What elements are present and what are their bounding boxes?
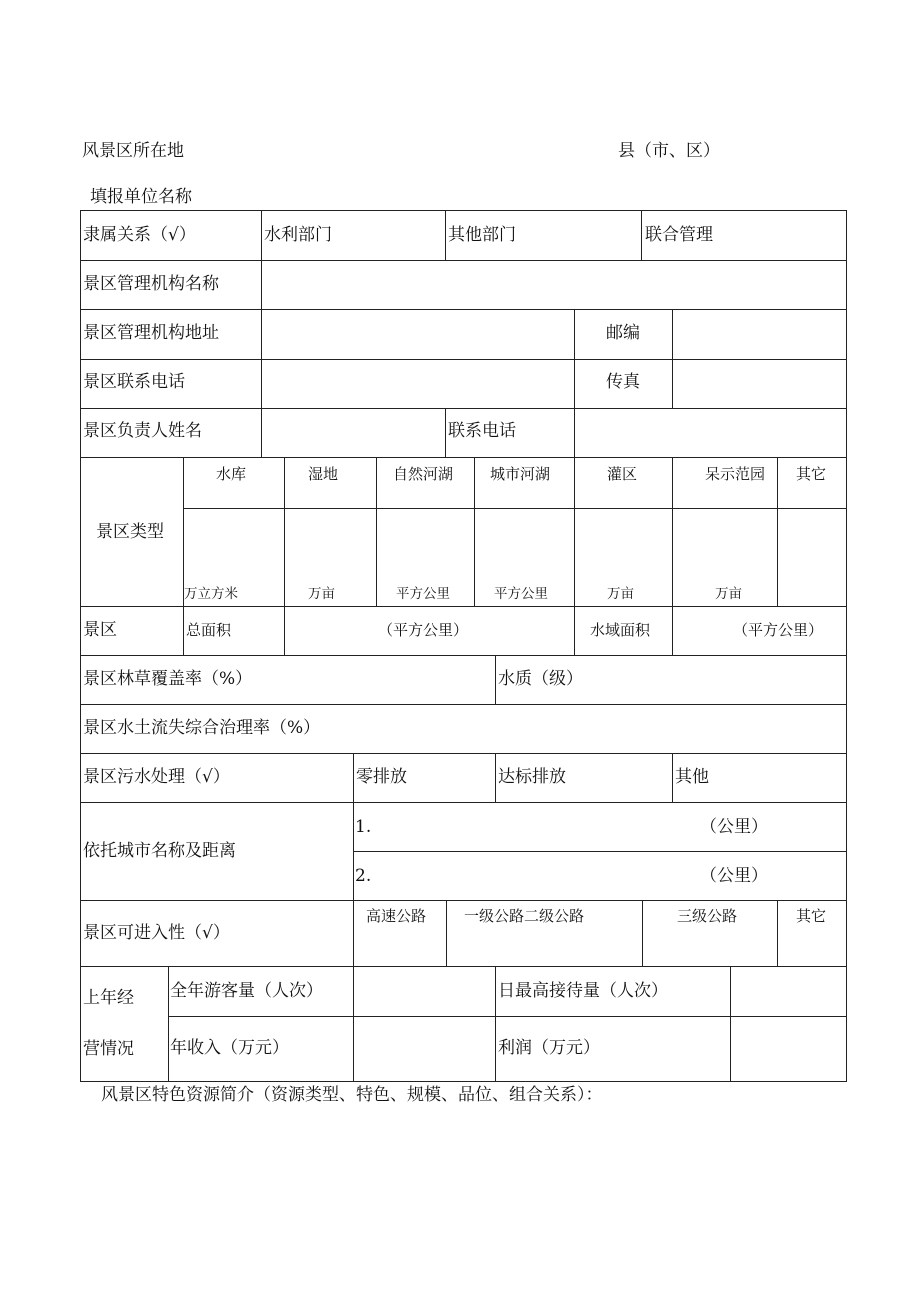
profit-label: 利润（万元）	[498, 1038, 600, 1058]
annual-income-label: 年收入（万元）	[170, 1038, 289, 1058]
fax-label: 传真	[606, 372, 640, 392]
operation-label-line2: 营情况	[83, 1039, 134, 1059]
type-other: 其它	[796, 465, 827, 483]
affiliation-option-water-dept[interactable]: 水利部门	[264, 225, 332, 245]
unit-reservoir: 万立方米	[184, 586, 238, 602]
sewage-label: 景区污水处理（√）	[83, 767, 230, 787]
scenic-location-label: 风景区所在地	[82, 141, 184, 161]
type-natural-river-lake: 自然河湖	[393, 465, 454, 483]
unit-demo-park: 万亩	[715, 586, 742, 602]
area-label: 景区	[83, 620, 117, 640]
reporting-unit-label: 填报单位名称	[90, 187, 192, 207]
sewage-option-other[interactable]: 其他	[675, 767, 709, 787]
contact-phone-label: 景区联系电话	[83, 372, 185, 392]
accessibility-label: 景区可进入性（√）	[83, 923, 230, 943]
city-row-1: 1.	[355, 817, 372, 837]
scenic-type-label: 景区类型	[96, 522, 164, 542]
manager-phone-label: 联系电话	[448, 421, 516, 441]
type-demo-park: 呆示范园	[705, 465, 766, 483]
affiliation-label: 隶属关系（√）	[83, 225, 196, 245]
city-row-2-unit: （公里）	[700, 866, 768, 886]
affiliation-option-other-dept[interactable]: 其他部门	[448, 225, 516, 245]
access-option-other[interactable]: 其它	[796, 907, 827, 925]
postcode-label: 邮编	[606, 323, 640, 343]
type-irrigation-district: 灌区	[607, 465, 638, 483]
water-area-label: 水域面积	[590, 621, 651, 639]
sewage-option-zero[interactable]: 零排放	[356, 767, 407, 787]
agency-name-label: 景区管理机构名称	[83, 274, 219, 294]
access-option-expressway[interactable]: 高速公路	[366, 907, 427, 925]
forest-coverage-label: 景区林草覆盖率（%）	[83, 669, 253, 689]
water-quality-label: 水质（级）	[498, 669, 583, 689]
access-option-grade1-2[interactable]: 一级公路二级公路	[464, 907, 585, 925]
county-label: 县（市、区）	[618, 141, 720, 161]
agency-address-label: 景区管理机构地址	[83, 323, 219, 343]
unit-natural-river-lake: 平方公里	[396, 586, 450, 602]
max-daily-reception-label: 日最高接待量（人次）	[498, 981, 668, 1001]
access-option-grade3[interactable]: 三级公路	[677, 907, 738, 925]
type-urban-river-lake: 城市河湖	[490, 465, 551, 483]
city-distance-label: 依托城市名称及距离	[83, 841, 236, 861]
annual-visitors-label: 全年游客量（人次）	[170, 981, 323, 1001]
unit-irrigation-district: 万亩	[607, 586, 634, 602]
water-area-unit: （平方公里）	[733, 621, 824, 639]
city-row-2: 2.	[355, 866, 372, 886]
city-row-1-unit: （公里）	[700, 817, 768, 837]
type-reservoir: 水库	[216, 465, 247, 483]
manager-name-label: 景区负责人姓名	[83, 421, 202, 441]
sewage-option-standard[interactable]: 达标排放	[498, 767, 566, 787]
unit-wetland: 万亩	[308, 586, 335, 602]
soil-erosion-label: 景区水土流失综合治理率（%）	[83, 718, 321, 738]
total-area-unit: （平方公里）	[378, 621, 469, 639]
unit-urban-river-lake: 平方公里	[494, 586, 548, 602]
operation-label-line1: 上年经	[83, 988, 134, 1008]
resource-intro-label: 风景区特色资源简介（资源类型、特色、规模、品位、组合关系）：	[101, 1085, 603, 1105]
affiliation-option-joint[interactable]: 联合管理	[645, 225, 713, 245]
total-area-label: 总面积	[186, 621, 232, 639]
type-wetland: 湿地	[308, 465, 339, 483]
